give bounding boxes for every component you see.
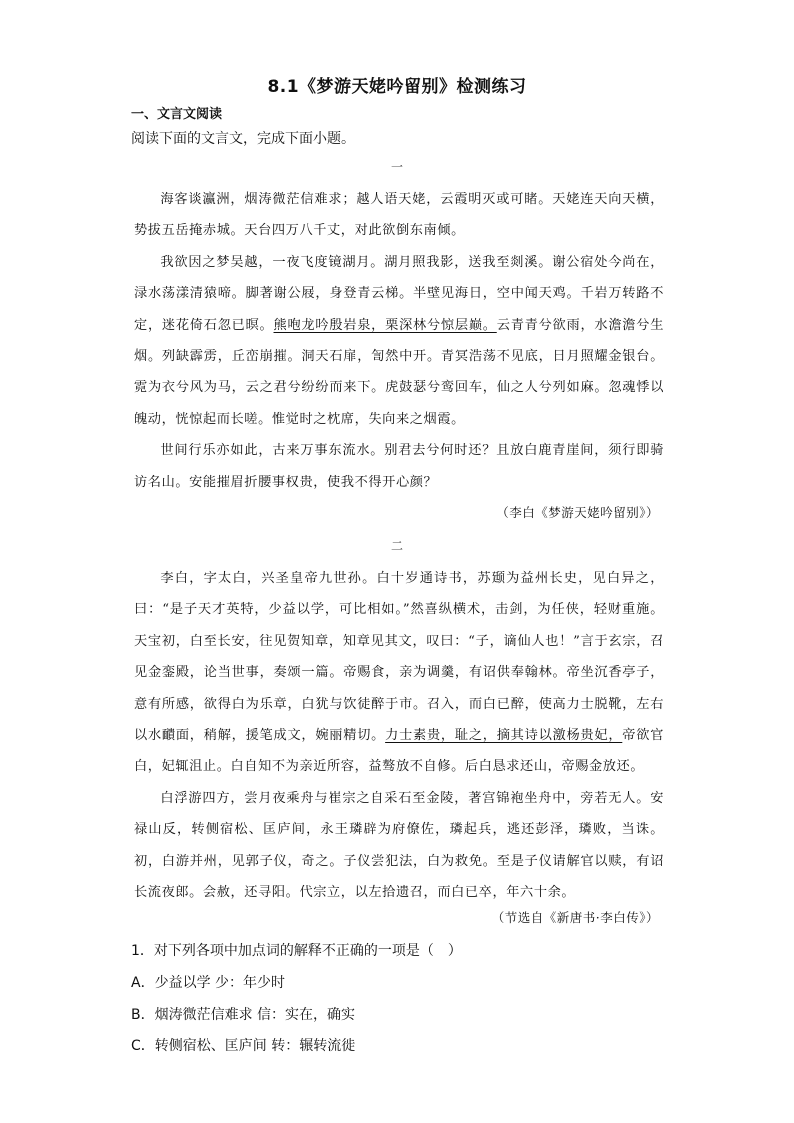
passage-1-paragraph-2	[134, 247, 664, 435]
instruction-text: 阅读下面的文言文，完成下面小题。	[131, 131, 355, 147]
question-1: 1．对下列各项中加点词的解释不正确的一项是（ ）	[131, 943, 462, 959]
option-b: B．烟涛微茫信难求 信：实在，确实	[131, 1007, 356, 1023]
passage-1-paragraph-3: 世间行乐亦如此，古来万事东流水。别君去兮何时还？且放白鹿青崖间，须行即骑访名山。安能摧眉折腰事权贵，使我不得开心颜？	[134, 443, 664, 490]
passage-1-p2-text-b: 云青青兮欲雨，水澹澹兮生烟。列缺霹雳，丘峦崩摧。洞天石扉，訇然中开。青冥浩荡不见底，日月照耀金银台。霓为衣兮风为马，云之君兮纷纷而来下。虎鼓瑟兮鸾回车，仙之人兮列如麻。忽魂悸以魄动，恍惊起而长嗟。惟觉时之枕席，失向来之烟霞。	[134, 317, 665, 427]
option-a: A．少益以学 少：年少时	[131, 975, 286, 991]
option-c: C．转侧宿松、匡庐间 转：辗转流徙	[131, 1038, 356, 1054]
underlined-sentence: 力士素贵，耻之，摘其诗以激杨贵妃，	[385, 728, 623, 744]
section-heading: 一、文言文阅读	[131, 107, 223, 122]
passage-number-2: 二	[390, 539, 403, 553]
page-title: 8.1《梦游天姥吟留别》检测练习	[267, 77, 527, 97]
passage-1-p2-text-a: 我欲因之梦吴越，一夜飞度镜湖月。湖月照我影，送我至剡溪。谢公宿处今尚在，渌水荡漾清猿啼。脚著谢公屐，身登青云梯。半壁见海日，空中闻天鸡。千岩万转路不定，迷花倚石忽已暝。	[134, 254, 664, 333]
passage-1-paragraph-1: 海客谈瀛洲，烟涛微茫信难求；越人语天姥，云霞明灭或可睹。天姥连天向天横，势拔五岳掩赤城。天台四万八千丈，对此欲倒东南倾。	[134, 192, 664, 239]
passage-1	[134, 184, 664, 498]
passage-2-p1-text-b: 帝欲官白，妃辄沮止。白自知不为亲近所容，益骜放不自修。后白恳求还山，帝赐金放还。	[134, 728, 664, 775]
passage-number-1: 一	[390, 160, 403, 174]
passage-2-p1-text-a: 李白，字太白，兴圣皇帝九世孙。白十岁通诗书，苏颋为益州长史，见白异之，曰：“是子天才英特，少益以学，可比相如。”然喜纵横术，击剑，为任侠，轻财重施。天宝初，白至长安，往见贺知章，知章见其文，叹曰：“子，谪仙人也！”言于玄宗，召见金銮殿，论当世事，奏颂一篇。帝赐食，亲为调羹，有诏供奉翰林。帝坐沉香亭子，意有所感，欲得白为乐章，白犹与饮徒醉于市。召入，而白已醉，使高力士脱靴，左右以水靧面，稍解，援笔成文，婉丽精切。	[134, 571, 664, 744]
passage-2-paragraph-1	[134, 563, 664, 783]
passage-1-source: （李白《梦游天姥吟留别》）	[496, 505, 659, 520]
passage-2	[134, 563, 664, 908]
passage-2-source: （节选自《新唐书·李白传》）	[491, 910, 659, 925]
passage-2-paragraph-2: 白浮游四方，尝月夜乘舟与崔宗之自采石至金陵，著宫锦袍坐舟中，旁若无人。安禄山反，转侧宿松、匡庐间，永王璘辟为府僚佐，璘起兵，逃还彭泽，璘败，当诛。初，白游并州，见郭子仪，奇之。子仪尝犯法，白为救免。至是子仪请解官以赎，有诏长流夜郎。会赦，还寻阳。代宗立，以左拾遗召，而白已卒，年六十余。	[134, 790, 664, 901]
underlined-sentence: 熊咆龙吟殷岩泉，栗深林兮惊层巅。	[273, 317, 497, 333]
